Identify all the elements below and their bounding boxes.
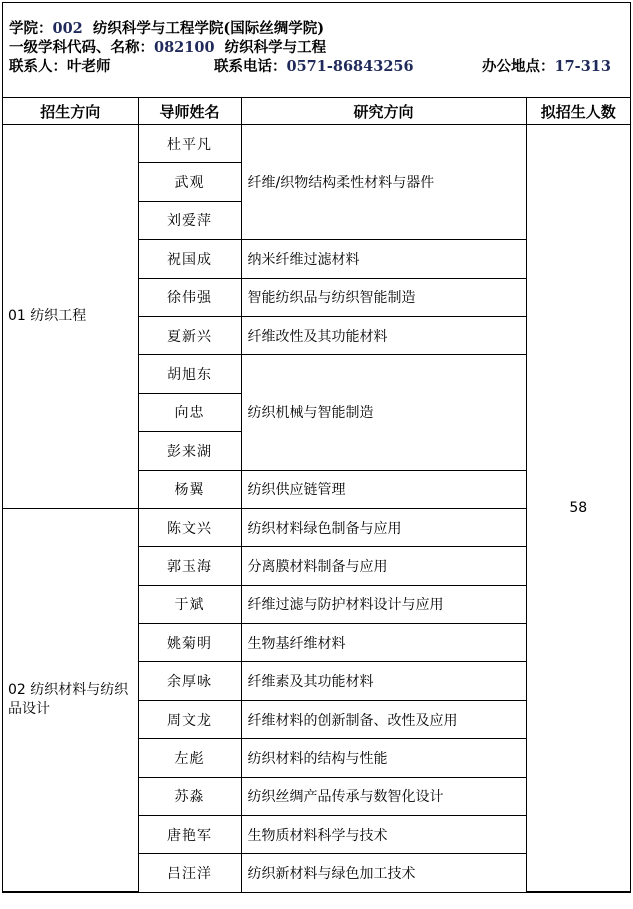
advisor-name: 周文龙: [138, 700, 241, 738]
advisor-name: 郭玉海: [138, 547, 241, 585]
research-direction: 纳米纤维过滤材料: [241, 240, 526, 278]
discipline-label: 一级学科代码、名称：: [9, 39, 154, 56]
advisor-name: 刘爱萍: [138, 201, 241, 239]
research-direction: 纤维/织物结构柔性材料与器件: [241, 125, 526, 240]
phone-label: 联系电话：: [214, 58, 287, 75]
advisor-name: 苏淼: [138, 777, 241, 815]
discipline-line: [9, 38, 630, 57]
direction-cell: 01 纺织工程: [3, 125, 138, 509]
advisor-name: 余厚咏: [138, 662, 241, 700]
college-name: 纺织科学与工程学院(国际丝绸学院): [92, 20, 325, 37]
advisor-name: 夏新兴: [138, 316, 241, 354]
advisor-name: 杜平凡: [138, 125, 241, 163]
advisor-name: 左彪: [138, 739, 241, 777]
office-label: 办公地点：: [482, 58, 555, 75]
advisor-name: 姚菊明: [138, 624, 241, 662]
quota-cell: 58: [526, 125, 630, 892]
office-number: 17-313: [554, 58, 611, 75]
table-row: [3, 125, 630, 163]
phone-number: 0571-86843256: [286, 58, 414, 75]
contact-phone: [214, 57, 414, 76]
college-line: [9, 19, 630, 38]
research-direction: 纺织材料绿色制备与应用: [241, 508, 526, 546]
contact-line: [9, 57, 630, 76]
table-header-row: [3, 98, 630, 125]
research-direction: 生物质材料科学与技术: [241, 816, 526, 854]
contact-label: 联系人：: [9, 58, 67, 75]
advisor-name: 胡旭东: [138, 355, 241, 393]
research-direction: 生物基纤维材料: [241, 624, 526, 662]
contact-person: [9, 57, 111, 76]
research-direction: 纤维改性及其功能材料: [241, 316, 526, 354]
research-direction: 纺织丝绸产品传承与数智化设计: [241, 777, 526, 815]
research-direction: 纺织新材料与绿色加工技术: [241, 854, 526, 892]
research-direction: 智能纺织品与纺织智能制造: [241, 278, 526, 316]
advisor-name: 于斌: [138, 585, 241, 623]
direction-cell: 02 纺织材料与纺织品设计: [3, 508, 138, 891]
office-location: [482, 57, 611, 76]
col-header-direction: 招生方向: [3, 98, 138, 125]
research-direction: 纤维过滤与防护材料设计与应用: [241, 585, 526, 623]
advisor-table: [3, 98, 630, 892]
research-direction: 纺织材料的结构与性能: [241, 739, 526, 777]
research-direction: 纺织供应链管理: [241, 470, 526, 508]
advisor-name: 陈文兴: [138, 508, 241, 546]
college-info: [3, 3, 630, 98]
col-header-quota: 拟招生人数: [526, 98, 630, 125]
advisor-name: 彭来湖: [138, 432, 241, 470]
discipline-code: 082100: [154, 39, 215, 56]
college-code: 002: [52, 20, 83, 37]
advisor-name: 徐伟强: [138, 278, 241, 316]
advisor-name: 杨翼: [138, 470, 241, 508]
college-label: 学院：: [9, 20, 53, 37]
advisor-name: 吕汪洋: [138, 854, 241, 892]
contact-name: 叶老师: [67, 58, 111, 75]
research-direction: 分离膜材料制备与应用: [241, 547, 526, 585]
col-header-advisor: 导师姓名: [138, 98, 241, 125]
research-direction: 纤维材料的创新制备、改性及应用: [241, 700, 526, 738]
research-direction: 纺织机械与智能制造: [241, 355, 526, 470]
advisor-name: 祝国成: [138, 240, 241, 278]
col-header-research: 研究方向: [241, 98, 526, 125]
enrollment-sheet: [2, 2, 631, 893]
discipline-name: 纺织科学与工程: [224, 39, 327, 56]
advisor-name: 向忠: [138, 393, 241, 431]
advisor-name: 唐艳军: [138, 816, 241, 854]
research-direction: 纤维素及其功能材料: [241, 662, 526, 700]
advisor-name: 武观: [138, 163, 241, 201]
